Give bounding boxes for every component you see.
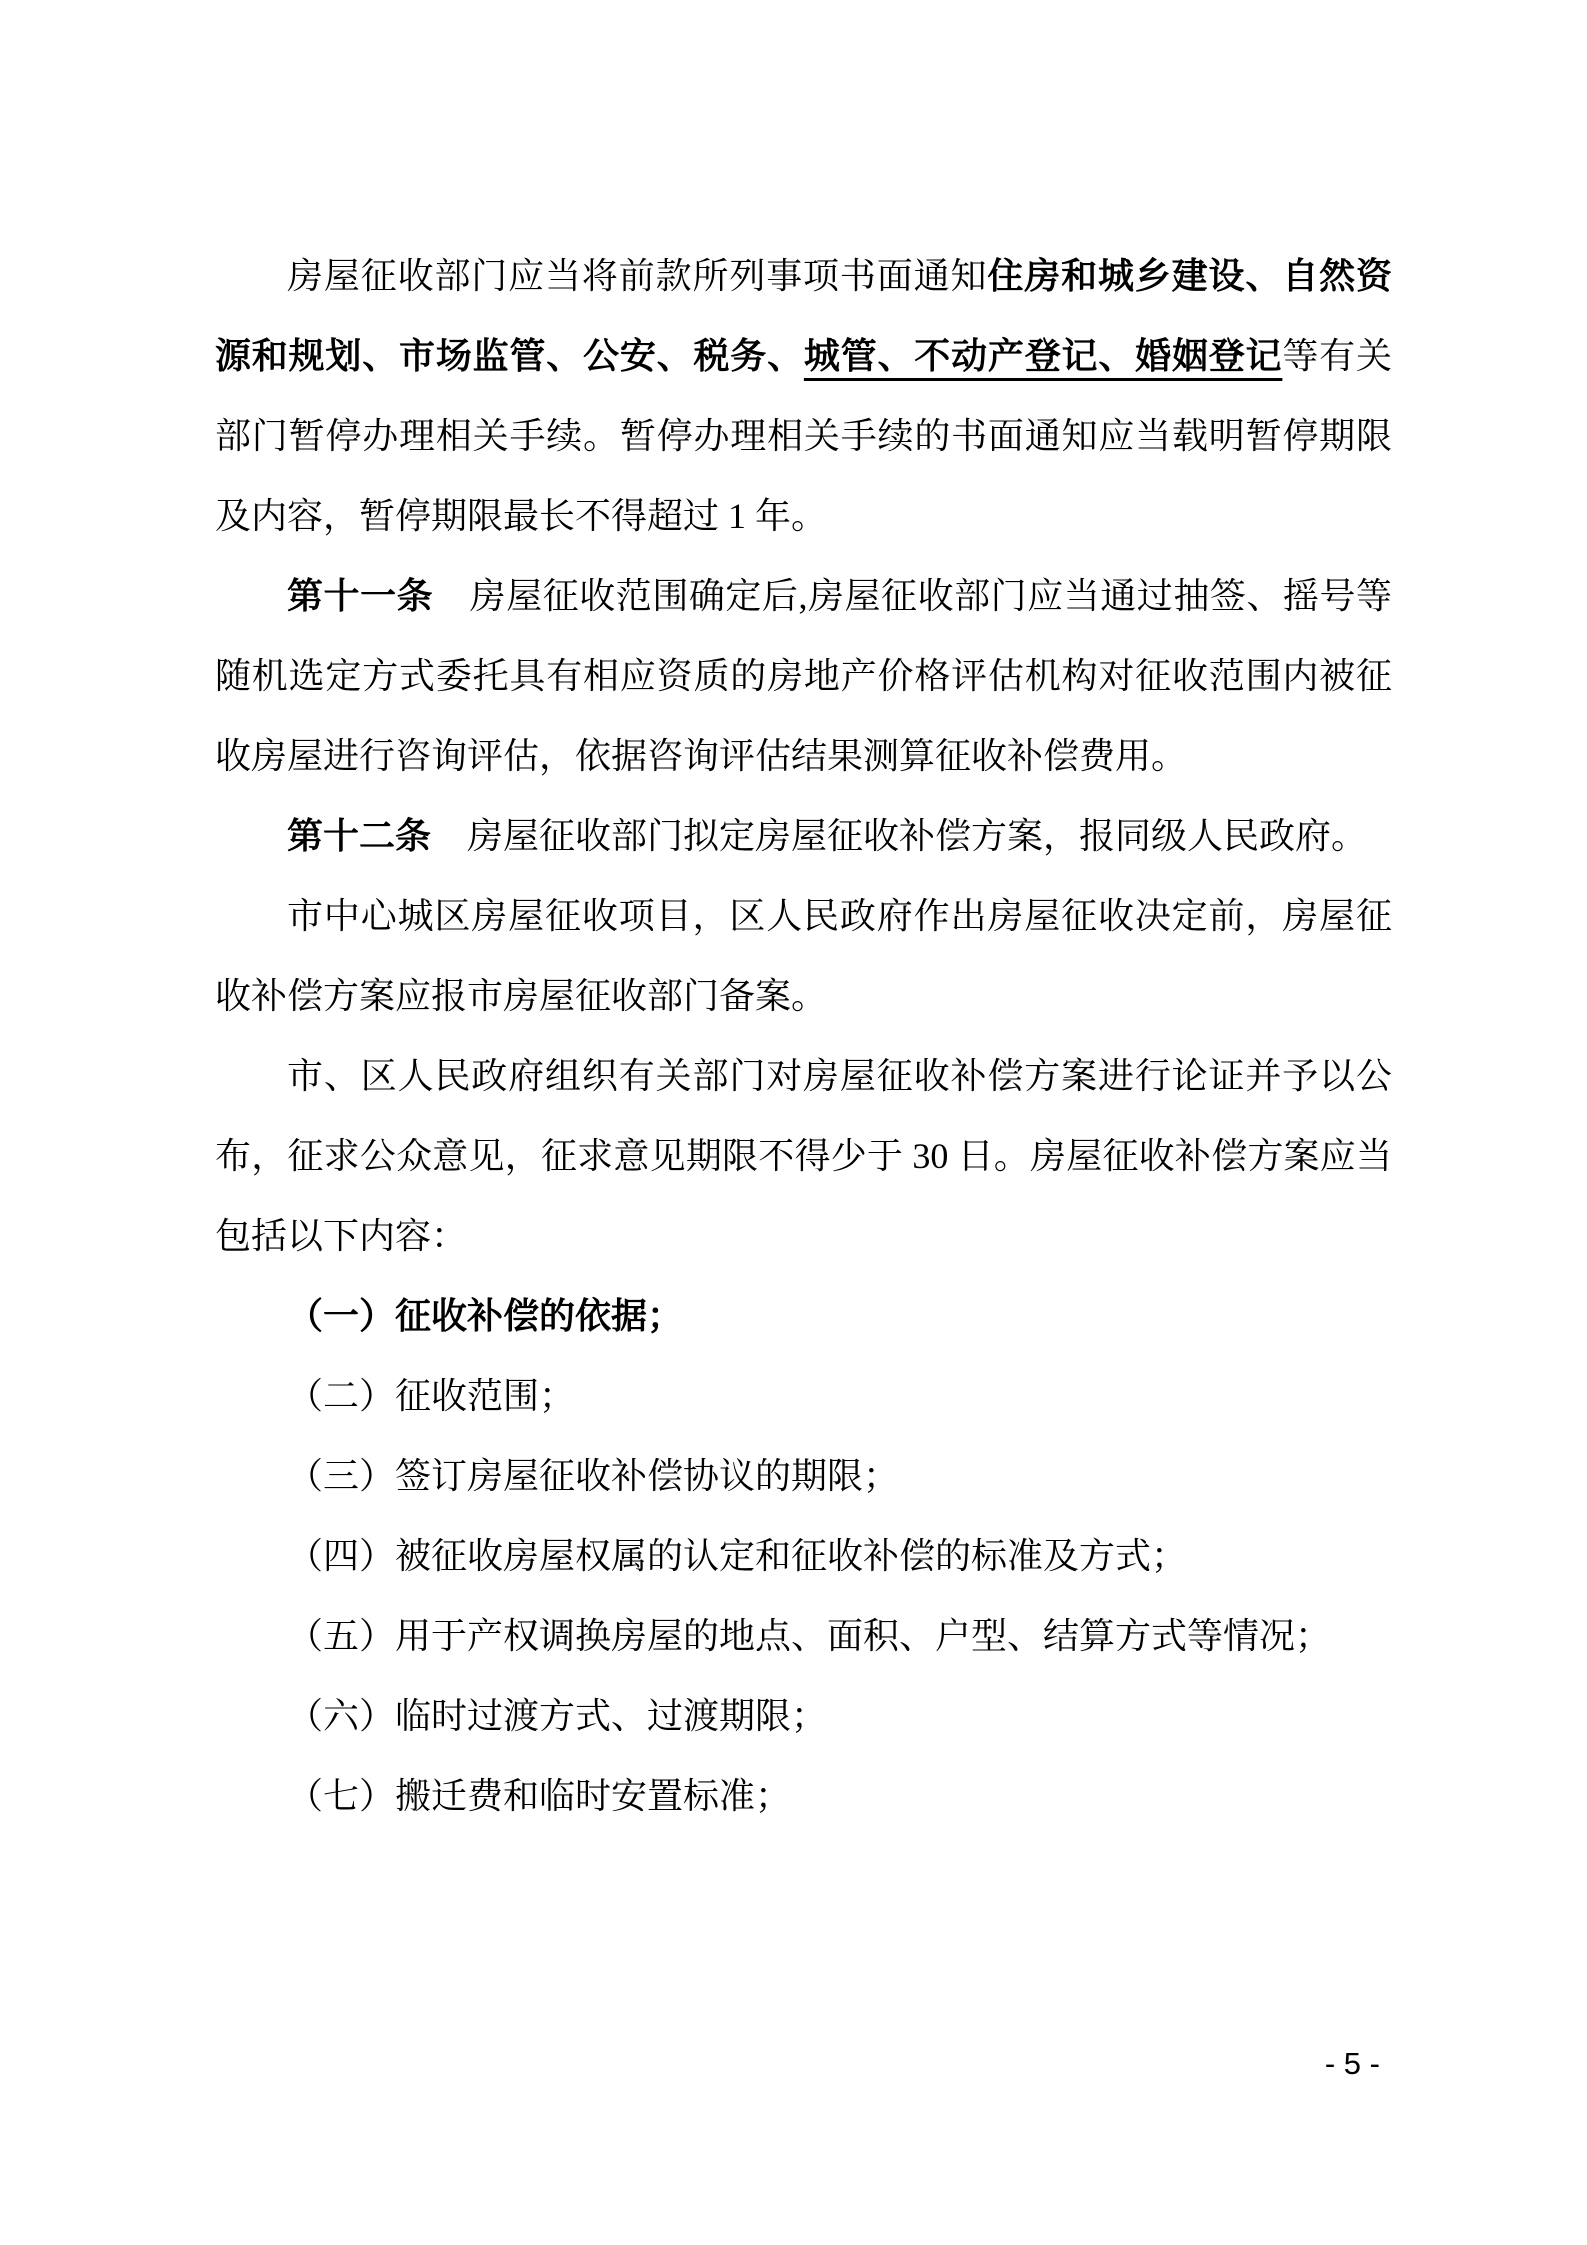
- document-body: [215, 236, 1392, 1836]
- suspension-notice-lead-text: 房屋征收部门应当将前款所列事项书面通知: [287, 256, 988, 296]
- article-12-number: 第十二条: [287, 816, 432, 856]
- list-item-6: （六）临时过渡方式、过渡期限；: [287, 1696, 828, 1736]
- list-item-5: （五）用于产权调换房屋的地点、面积、户型、结算方式等情况；: [287, 1616, 1332, 1656]
- list-item-4: （四）被征收房屋权属的认定和征收补偿的标准及方式；: [287, 1536, 1188, 1576]
- article-12-text: 房屋征收部门拟定房屋征收补偿方案，报同级人民政府。: [431, 816, 1368, 856]
- list-item-7: （七）搬迁费和临时安置标准；: [287, 1776, 792, 1816]
- paragraph-central-district-filing: 市中心城区房屋征收项目，区人民政府作出房屋征收决定前，房屋征收补偿方案应报市房屋征收部门备案。: [215, 896, 1392, 1016]
- list-item-2: （二）征收范围；: [287, 1376, 576, 1416]
- article-11-number: 第十一条: [287, 576, 434, 616]
- departments-underlined-text: 城管、不动产登记、婚姻登记: [803, 336, 1283, 376]
- list-item-1: （一）征收补偿的依据；: [287, 1296, 684, 1336]
- paragraph-suspension-notice: [215, 236, 1392, 556]
- list-item-3: （三）签订房屋征收补偿协议的期限；: [287, 1456, 900, 1496]
- suspension-notice-tail-text: 等有关部门暂停办理相关手续。暂停办理相关手续的书面通知应当载明暂停期限及内容，暂停期限最长不得超过 1 年。: [215, 336, 1392, 536]
- article-12-paragraph: [215, 796, 1392, 876]
- page-number: - 5 -: [1324, 2046, 1380, 2081]
- article-11-text: 房屋征收范围确定后,房屋征收部门应当通过抽签、摇号等随机选定方式委托具有相应资质的房地产价格评估机构对征收范围内被征收房屋进行咨询评估，依据咨询评估结果测算征收补偿费用。: [215, 576, 1392, 776]
- departments-bold-text: 住房和城乡建设、自然资源和规划、市场监管、公安、税务、: [215, 256, 1392, 376]
- article-11-paragraph: [215, 556, 1392, 796]
- paragraph-public-consultation: 市、区人民政府组织有关部门对房屋征收补偿方案进行论证并予以公布，征求公众意见，征求意见期限不得少于 30 日。房屋征收补偿方案应当包括以下内容：: [215, 1056, 1392, 1256]
